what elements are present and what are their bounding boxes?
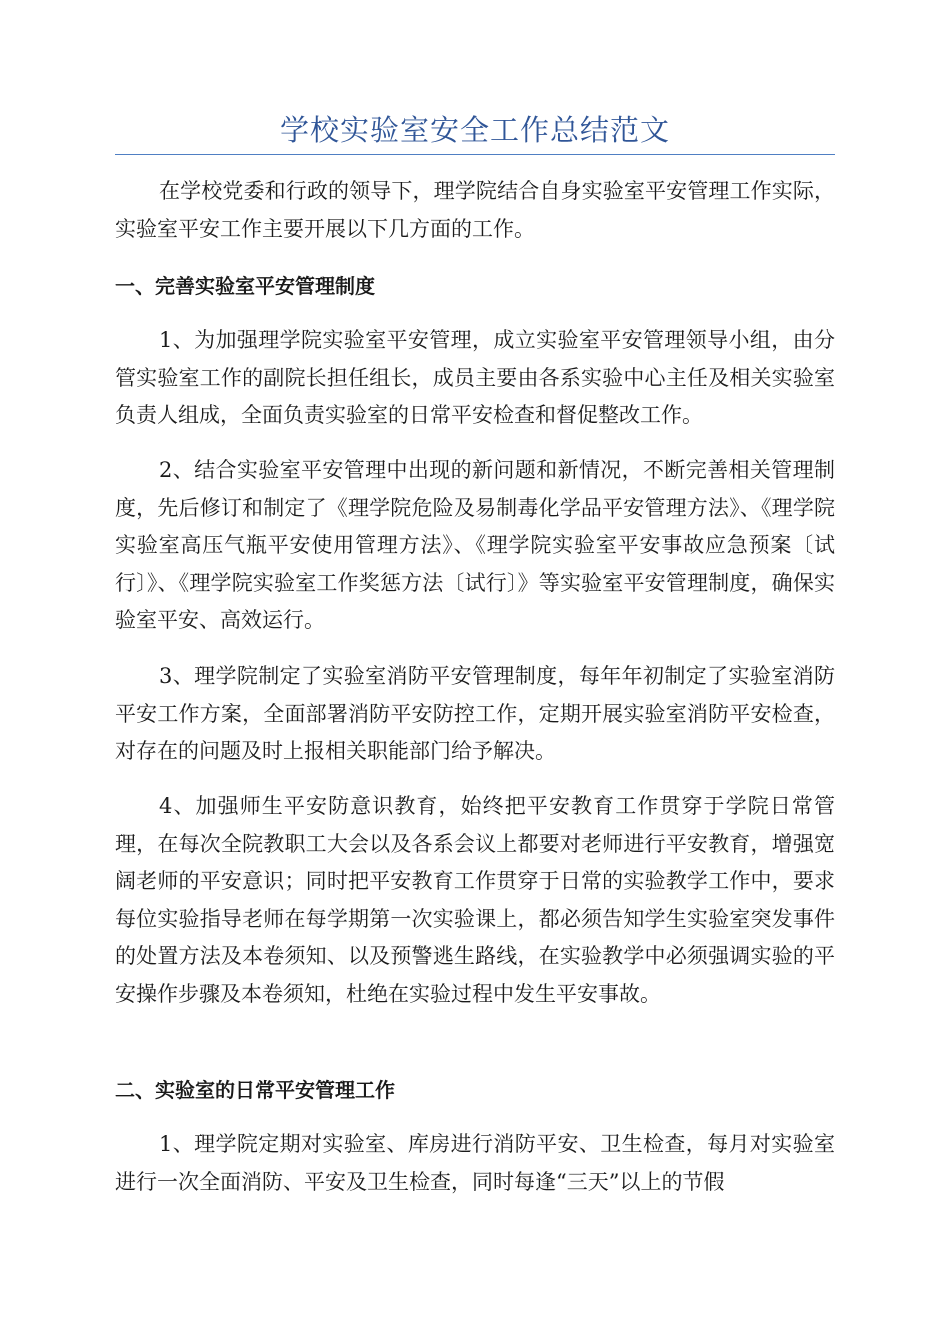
section-heading-1: 一、完善实验室平安管理制度 [115,274,375,298]
section1-paragraph-4: 4、加强师生平安防意识教育，始终把平安教育工作贯穿于学院日常管理，在每次全院教职工大会以及各系会议上都要对老师进行平安教育，增强宽阔老师的平安意识；同时把平安教育工作贯穿于日常的实验教学工作中，要求每位实验指导老师在每学期第一次实验课上，都必须告知学生实验室突发事件的处置方法及本卷须知、以及预警逃生路线，在实验教学中必须强调实验的平安操作步骤及本卷须知，杜绝在实验过程中发生平安事故。 [115,794,835,1006]
document-title: 学校实验室安全工作总结范文 [279,113,670,147]
section1-paragraph-1: 1、为加强理学院实验室平安管理，成立实验室平安管理领导小组，由分管实验室工作的副院长担任组长，成员主要由各系实验中心主任及相关实验室负责人组成，全面负责实验室的日常平安检查和督促整改工作。 [115,328,835,427]
section-heading-2: 二、实验室的日常平安管理工作 [115,1078,395,1102]
section1-paragraph-3: 3、理学院制定了实验室消防平安管理制度，每年年初制定了实验室消防平安工作方案，全面部署消防平安防控工作，定期开展实验室消防平安检查，对存在的问题及时上报相关职能部门给予解决。 [115,664,835,763]
title-underline [115,154,835,155]
section1-paragraph-2: 2、结合实验室平安管理中出现的新问题和新情况，不断完善相关管理制度，先后修订和制定了《理学院危险及易制毒化学品平安管理方法》、《理学院实验室高压气瓶平安使用管理方法》、《理学院实验室平安事故应急预案〔试行〕》、《理学院实验室工作奖惩方法〔试行〕》等实验室平安管理制度，确保实验室平安、高效运行。 [115,458,835,632]
intro-paragraph: 在学校党委和行政的领导下，理学院结合自身实验室平安管理工作实际，实验室平安工作主要开展以下几方面的工作。 [115,179,835,241]
section2-paragraph-1: 1、理学院定期对实验室、库房进行消防平安、卫生检查，每月对实验室进行一次全面消防、平安及卫生检查，同时每逢“三天”以上的节假 [115,1132,835,1194]
